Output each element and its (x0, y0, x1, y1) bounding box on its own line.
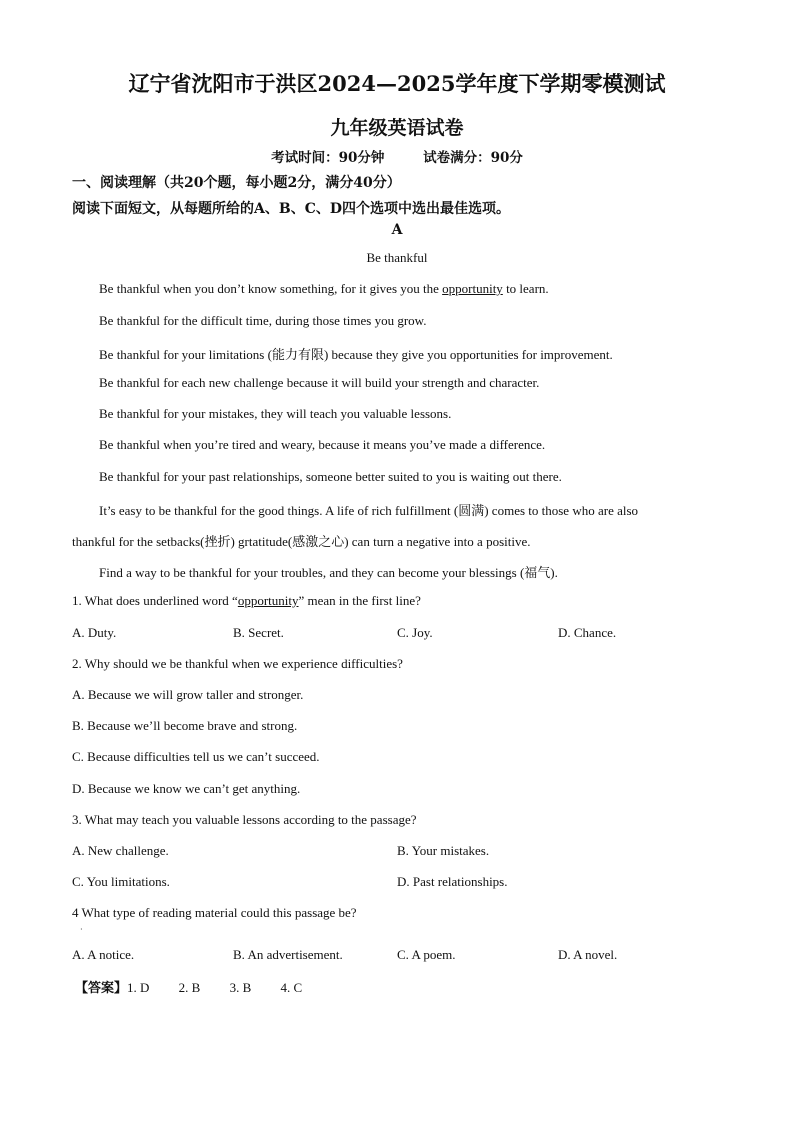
q3-option-a: A. New challenge. (72, 843, 169, 858)
passage-label: A (391, 222, 403, 238)
passage-line-4: Be thankful for each new challenge because it will build your strength and character. (99, 375, 540, 390)
section-heading: 一、阅读理解（共20个题，每小题2分，满分40分） (72, 175, 401, 191)
question-2: 2. Why should we be thankful when we experience difficulties? (72, 656, 403, 671)
exam-time: 考试时间：90分钟 (271, 150, 385, 166)
passage-title: Be thankful (366, 250, 428, 265)
q3-option-b: B. Your mistakes. (397, 843, 490, 858)
line1-text-end: to learn. (502, 281, 549, 296)
q4-option-a: A. A notice. (72, 947, 135, 962)
answer-key (75, 977, 302, 996)
passage-line-7: Be thankful for your past relationships, someone better suited to you is waiting out there. (99, 469, 562, 484)
q2-option-a: A. Because we will grow taller and stronger. (72, 687, 304, 702)
passage-line-8: It’s easy to be thankful for the good things. A life of rich fulfillment (圆满) comes to those who are also (99, 503, 639, 518)
question-3: 3. What may teach you valuable lessons according to the passage? (72, 812, 417, 827)
line1-text: Be thankful when you don’t know something, for it gives you the (99, 281, 443, 296)
q4-option-c: C. A poem. (397, 947, 456, 962)
passage-line-6: Be thankful when you’re tired and weary, because it means you’ve made a difference. (99, 437, 546, 452)
passage-line-10: Find a way to be thankful for your troubles, and they can become your blessings (福气). (99, 565, 558, 580)
exam-title: 辽宁省沈阳市于洪区2024—2025学年度下学期零模测试 (128, 71, 666, 96)
q1-option-d: D. Chance. (558, 625, 617, 640)
q2-option-d: D. Because we know we can’t get anything. (72, 781, 301, 796)
passage-line-2: Be thankful for the difficult time, during those times you grow. (99, 313, 427, 328)
q2-option-c: C. Because difficulties tell us we can’t succeed. (72, 749, 320, 764)
q4-option-d: D. A novel. (558, 947, 618, 962)
question-1 (72, 593, 421, 609)
q3-option-d: D. Past relationships. (397, 874, 508, 889)
q1-option-a: A. Duty. (72, 625, 117, 640)
passage-line-1 (99, 281, 549, 297)
q4-option-b: B. An advertisement. (233, 947, 343, 962)
q1-option-c: C. Joy. (397, 625, 433, 640)
answer-3: 3. B (229, 980, 252, 995)
q1-text: 1. What does underlined word “ (72, 593, 238, 608)
question-4: 4 What type of reading material could this passage be? (72, 905, 357, 920)
passage-line-9: thankful for the setbacks(挫折) grtatitude(感激之心) can turn a negative into a positive. (72, 534, 531, 549)
q1-option-b: B. Secret. (233, 625, 284, 640)
exam-subtitle: 九年级英语试卷 (330, 117, 464, 139)
answer-2: 2. B (178, 980, 201, 995)
passage-line-3: Be thankful for your limitations (能力有限) because they give you opportunities for improvement. (99, 347, 613, 362)
q2-option-b: B. Because we’ll become brave and strong. (72, 718, 298, 733)
full-score: 试卷满分：90分 (423, 150, 523, 166)
q1-text-end: ” mean in the first line? (298, 593, 421, 608)
stray-dot-mark: · (80, 925, 83, 934)
underlined-word: opportunity (442, 281, 503, 296)
answer-1: 1. D (127, 980, 150, 995)
section-instruction: 阅读下面短文，从每题所给的A、B、C、D四个选项中选出最佳选项。 (72, 201, 510, 217)
q1-underlined-word: opportunity (237, 593, 299, 608)
exam-meta (0, 146, 794, 166)
passage-line-5: Be thankful for your mistakes, they will teach you valuable lessons. (99, 406, 452, 421)
answer-4: 4. C (280, 980, 303, 995)
answer-label: 【答案】 (75, 981, 128, 996)
q3-option-c: C. You limitations. (72, 874, 170, 889)
